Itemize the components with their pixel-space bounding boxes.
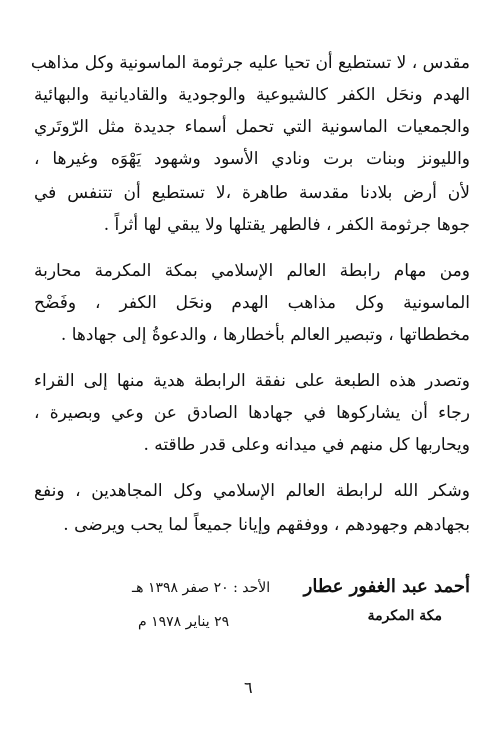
paragraph-4-line-1: وشكر الله لرابطة العالم الإسلامي وكل المجاهدين ، ونفع: [34, 481, 470, 501]
hijri-date: الأحد : ٢٠ صفر ١٣٩٨ هـ: [132, 580, 271, 596]
gregorian-date: ٢٩ يناير ١٩٧٨ م: [138, 614, 230, 630]
paragraph-2-line-2: الماسونية وكل مذاهب الهدم ونحَل الكفر ، وفَضْح: [34, 293, 470, 313]
paragraph-3-line-1: وتصدر هذه الطبعة على نفقة الرابطة هدية منها إلى القراء: [34, 371, 470, 391]
paragraph-1-line-1: مقدس ، لا تستطيع أن تحيا عليه جرثومة الماسونية وكل مذاهب: [30, 53, 470, 73]
paragraph-1-line-4: والليونز وبنات برت ونادي الأسود وشهود يَهْوَه وغيرها ،: [34, 149, 470, 169]
paragraph-3-line-2: رجاء أن يشاركوها في جهادها الصادق عن وعي وبصيرة ،: [34, 403, 470, 423]
paragraph-1-line-5: لأن أرض بلادنا مقدسة طاهرة ،لا تستطيع أن تتنفس في: [34, 183, 470, 203]
paragraph-4-line-2: بجهادهم وجهودهم ، ووفقهم وإيانا جميعاً لما يحب ويرضى .: [63, 515, 470, 535]
paragraph-2-line-3: مخططاتها ، وتبصير العالم بأخطارها ، والدعوةُ إلى جهادها .: [60, 325, 470, 345]
paragraph-1-line-3: والجمعيات الماسونية التي تحمل أسماء جديدة مثل الرّوتَري: [34, 117, 470, 137]
signature-place: مكة المكرمة: [367, 608, 442, 624]
paragraph-1-line-2: الهدم ونحَل الكفر كالشيوعية والوجودية والقاديانية والبهائية: [34, 85, 470, 105]
paragraph-2-line-1: ومن مهام رابطة العالم الإسلامي بمكة المكرمة محاربة: [34, 261, 470, 281]
signature-name: أحمد عبد الغفور عطار: [303, 576, 470, 597]
paragraph-1-line-6: جوها جرثومة الكفر ، فالطهر يقتلها ولا يبقي لها أثراً .: [103, 215, 470, 235]
paragraph-3-line-3: ويحاربها كل منهم في ميدانه وعلى قدر طاقته .: [143, 435, 470, 455]
page-number: ٦: [244, 678, 253, 697]
